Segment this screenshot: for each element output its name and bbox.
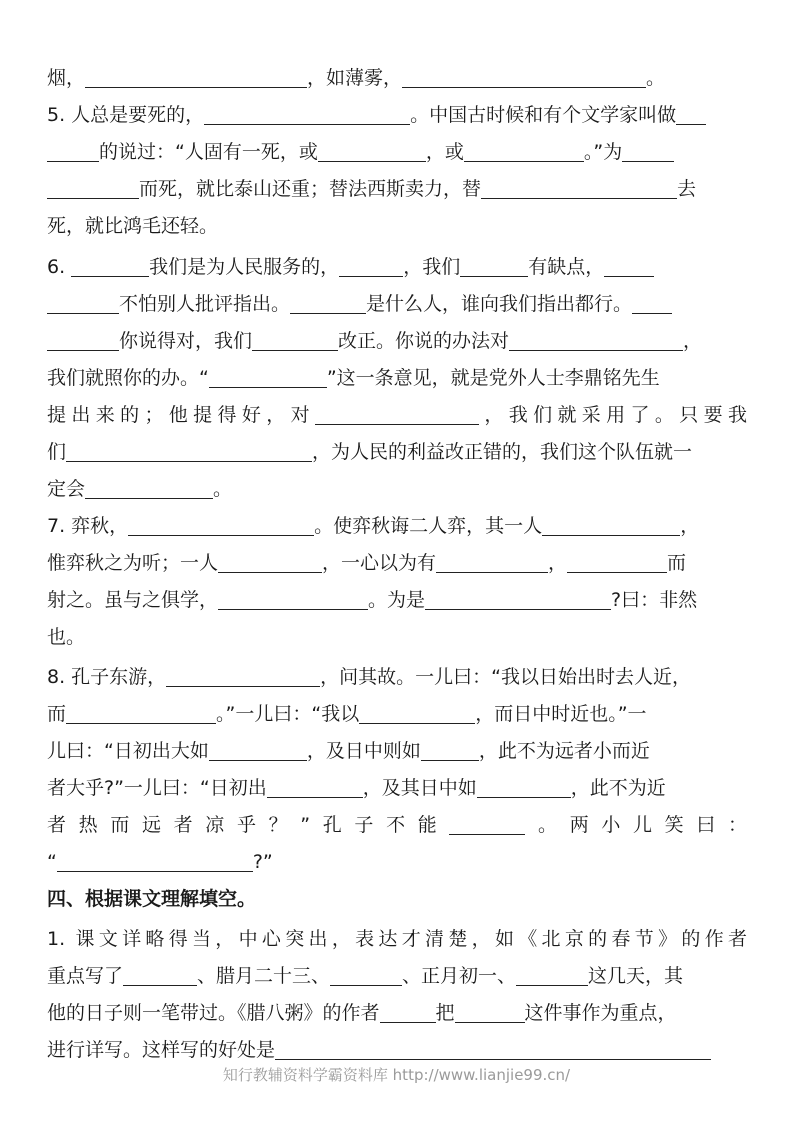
text-segment: 、腊月二十三、 bbox=[197, 965, 331, 987]
text-segment: 不怕别人批评指出。 bbox=[119, 293, 291, 315]
fill-blank[interactable] bbox=[632, 291, 672, 314]
text-line bbox=[47, 995, 747, 1031]
text-segment: 7. 弈秋， bbox=[47, 515, 129, 537]
text-segment: 们 bbox=[47, 441, 67, 463]
text-segment: ，如薄雾， bbox=[307, 67, 403, 89]
text-segment: ，为人民的利益改正错的，我们这个队伍就一 bbox=[312, 441, 693, 463]
fill-blank[interactable] bbox=[57, 849, 253, 872]
text-line bbox=[47, 508, 747, 544]
text-line bbox=[47, 921, 747, 957]
text-segment: ，此不为近 bbox=[570, 777, 666, 799]
fill-blank[interactable] bbox=[567, 550, 667, 573]
heading-text: 四、根据课文理解填空。 bbox=[47, 888, 257, 910]
text-line bbox=[47, 208, 747, 244]
text-segment: 进行详写。这样写的好处是 bbox=[47, 1039, 276, 1061]
text-segment: ，我们就采用了。只要我 bbox=[479, 404, 747, 426]
text-line bbox=[47, 696, 747, 732]
text-segment: ， bbox=[548, 552, 568, 574]
text-segment: 这件事作为重点， bbox=[524, 1002, 677, 1024]
text-segment: 6. bbox=[47, 256, 72, 278]
text-line bbox=[47, 958, 747, 994]
fill-blank[interactable] bbox=[85, 476, 213, 499]
fill-blank[interactable] bbox=[85, 65, 307, 88]
text-line bbox=[47, 134, 747, 170]
fill-blank[interactable] bbox=[47, 328, 119, 351]
text-segment: ， bbox=[680, 515, 700, 537]
text-line bbox=[47, 471, 747, 507]
text-segment: 。使弈秋诲二人弈，其一人 bbox=[314, 515, 543, 537]
fill-blank[interactable] bbox=[128, 513, 314, 536]
fill-blank[interactable] bbox=[275, 1037, 711, 1060]
fill-blank[interactable] bbox=[436, 550, 548, 573]
text-segment: 惟弈秋之为听；一人 bbox=[47, 552, 219, 574]
text-segment: ，此不为远者小而近 bbox=[478, 740, 650, 762]
text-segment: 。中国古时候和有个文学家叫做 bbox=[410, 104, 677, 126]
fill-blank[interactable] bbox=[402, 65, 646, 88]
fill-blank[interactable] bbox=[449, 812, 525, 835]
text-segment: “ bbox=[47, 851, 57, 873]
text-line bbox=[47, 434, 747, 470]
text-segment: 而 bbox=[667, 552, 687, 574]
fill-blank[interactable] bbox=[339, 254, 403, 277]
text-segment: 这几天，其 bbox=[588, 965, 684, 987]
fill-blank[interactable] bbox=[66, 439, 312, 462]
text-segment: 而死，就比泰山还重；替法西斯卖力，替 bbox=[139, 178, 482, 200]
text-segment: 烟， bbox=[47, 67, 86, 89]
text-line bbox=[47, 60, 747, 96]
fill-blank[interactable] bbox=[47, 176, 139, 199]
text-segment: ，问其故。一儿曰：“我以日始出时去人近， bbox=[320, 666, 692, 688]
fill-blank[interactable] bbox=[66, 701, 216, 724]
text-line bbox=[47, 286, 747, 322]
text-segment: ?曰：非然 bbox=[611, 589, 698, 611]
fill-blank[interactable] bbox=[464, 139, 584, 162]
text-segment: 。 bbox=[646, 67, 666, 89]
footer-watermark: 知行教辅资料学霸资料库 http://www.lianjie99.cn/ bbox=[222, 1066, 571, 1084]
fill-blank[interactable] bbox=[47, 139, 99, 162]
text-segment: 改正。你说的办法对 bbox=[338, 330, 510, 352]
fill-blank[interactable] bbox=[290, 291, 366, 314]
text-line bbox=[47, 1032, 747, 1068]
text-segment: ，而日中时近也。”一 bbox=[475, 703, 647, 725]
text-line bbox=[47, 807, 747, 843]
text-segment: 而 bbox=[47, 703, 67, 725]
text-segment: 去 bbox=[677, 178, 697, 200]
fill-blank[interactable] bbox=[218, 550, 322, 573]
fill-blank[interactable] bbox=[676, 102, 706, 125]
text-segment: 者热而远者凉乎？”孔子不能 bbox=[47, 814, 450, 836]
fill-blank[interactable] bbox=[477, 775, 571, 798]
text-segment: 。两小儿笑曰： bbox=[525, 814, 747, 836]
text-line bbox=[47, 171, 747, 207]
fill-blank[interactable] bbox=[123, 963, 197, 986]
text-segment: 定会 bbox=[47, 478, 86, 500]
fill-blank[interactable] bbox=[330, 963, 402, 986]
text-line bbox=[47, 733, 747, 769]
text-line bbox=[47, 582, 747, 618]
text-segment: 你说得对，我们 bbox=[119, 330, 253, 352]
text-segment: 重点写了 bbox=[47, 965, 124, 987]
text-line bbox=[47, 844, 747, 880]
fill-blank[interactable] bbox=[516, 963, 588, 986]
text-segment: ，及日中则如 bbox=[306, 740, 421, 762]
fill-blank[interactable] bbox=[204, 102, 410, 125]
fill-blank[interactable] bbox=[218, 587, 368, 610]
text-segment: 死，就比鸿毛还轻。 bbox=[47, 215, 219, 237]
text-segment: 也。 bbox=[47, 626, 86, 648]
text-segment: 射之。虽与之俱学， bbox=[47, 589, 219, 611]
section-heading bbox=[47, 881, 747, 917]
text-segment: 、正月初一、 bbox=[402, 965, 517, 987]
fill-blank[interactable] bbox=[455, 1000, 525, 1023]
fill-blank[interactable] bbox=[460, 254, 528, 277]
fill-blank[interactable] bbox=[542, 513, 680, 536]
text-segment: 8. 孔子东游， bbox=[47, 666, 167, 688]
text-line bbox=[47, 97, 747, 133]
fill-blank[interactable] bbox=[509, 328, 683, 351]
fill-blank[interactable] bbox=[359, 701, 475, 724]
fill-blank[interactable] bbox=[315, 402, 479, 425]
fill-blank[interactable] bbox=[622, 139, 674, 162]
text-segment: 是什么人，谁向我们指出都行。 bbox=[366, 293, 633, 315]
text-segment: 把 bbox=[435, 1002, 455, 1024]
fill-blank[interactable] bbox=[481, 176, 677, 199]
text-segment: 的说过：“人固有一死，或 bbox=[99, 141, 318, 163]
fill-blank[interactable] bbox=[166, 664, 320, 687]
text-segment: 有缺点， bbox=[528, 256, 605, 278]
text-line bbox=[47, 360, 747, 396]
text-segment: 。”为 bbox=[583, 141, 623, 163]
text-line bbox=[47, 770, 747, 806]
fill-blank[interactable] bbox=[71, 254, 149, 277]
text-segment: 5. 人总是要死的， bbox=[47, 104, 205, 126]
fill-blank[interactable] bbox=[209, 365, 327, 388]
fill-blank[interactable] bbox=[209, 738, 307, 761]
text-segment: 者大乎?”一儿曰：“日初出 bbox=[47, 777, 267, 799]
text-segment: 儿曰：“日初出大如 bbox=[47, 740, 209, 762]
text-segment: 提出来的；他提得好，对 bbox=[47, 404, 315, 426]
fill-blank[interactable] bbox=[380, 1000, 436, 1023]
fill-blank[interactable] bbox=[318, 139, 426, 162]
fill-blank[interactable] bbox=[267, 775, 363, 798]
text-line bbox=[47, 397, 747, 433]
text-segment: ”这一条意见，就是党外人士李鼎铭先生 bbox=[326, 367, 660, 389]
text-line bbox=[47, 249, 747, 285]
fill-blank[interactable] bbox=[425, 587, 611, 610]
text-line bbox=[47, 545, 747, 581]
text-line bbox=[47, 659, 747, 695]
text-segment: ，及其日中如 bbox=[362, 777, 477, 799]
fill-blank[interactable] bbox=[421, 738, 479, 761]
text-segment: 1. 课文详略得当，中心突出，表达才清楚，如《北京的春节》的作者 bbox=[47, 928, 747, 950]
text-segment: 。为是 bbox=[368, 589, 426, 611]
text-line bbox=[47, 619, 747, 655]
text-segment: 我们是为人民服务的， bbox=[149, 256, 340, 278]
text-segment: ，或 bbox=[425, 141, 464, 163]
text-segment: 。 bbox=[213, 478, 233, 500]
text-segment: 。”一儿曰：“我以 bbox=[216, 703, 360, 725]
text-segment: ，我们 bbox=[403, 256, 461, 278]
fill-blank[interactable] bbox=[604, 254, 654, 277]
text-segment: 我们就照你的办。“ bbox=[47, 367, 209, 389]
text-segment: ， bbox=[683, 330, 703, 352]
text-line bbox=[47, 323, 747, 359]
text-segment: ，一心以为有 bbox=[322, 552, 437, 574]
fill-blank[interactable] bbox=[252, 328, 338, 351]
fill-blank[interactable] bbox=[47, 291, 119, 314]
text-segment: ?” bbox=[252, 851, 273, 873]
text-segment: 他的日子则一笔带过。《腊八粥》的作者 bbox=[47, 1002, 380, 1024]
